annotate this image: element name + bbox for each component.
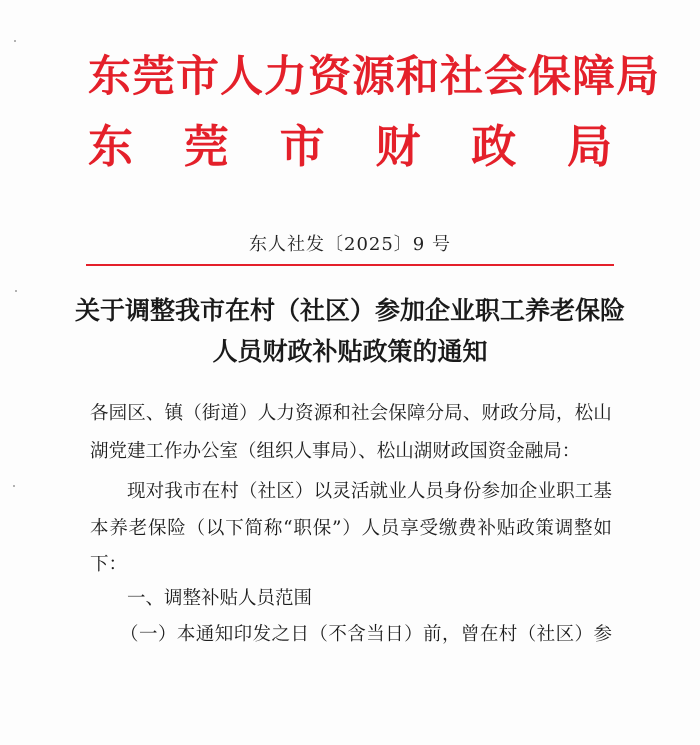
text-glyph: 障: [406, 403, 426, 424]
text-glyph: 职: [556, 481, 575, 502]
text-glyph: 街: [201, 403, 221, 424]
text-glyph: 险: [167, 518, 186, 539]
scan-mark: [14, 40, 16, 42]
text-glyph: 贴: [496, 518, 516, 539]
text-glyph: 资: [295, 403, 314, 424]
text-glyph: 印: [233, 624, 253, 645]
text-glyph: ”: [332, 518, 342, 539]
text-glyph: 以: [205, 518, 225, 539]
text-glyph: 区: [276, 481, 295, 502]
text-glyph: 村: [220, 481, 239, 502]
text-glyph: 对: [145, 481, 165, 502]
text-glyph: 力: [276, 403, 295, 424]
text-glyph: 一: [138, 624, 158, 645]
text-glyph: 如: [593, 518, 612, 539]
text-glyph: 、: [462, 403, 482, 424]
issuing-org-hr-bureau: 东莞市人力资源和社会保障局: [88, 52, 660, 102]
text-glyph: 费: [458, 518, 477, 539]
text-glyph: 现: [127, 481, 146, 502]
text-glyph: 社: [350, 403, 370, 424]
text-glyph: 以: [313, 481, 333, 502]
text-glyph: 职: [293, 518, 312, 539]
org-char: 东: [88, 120, 134, 173]
text-glyph: 知: [214, 624, 234, 645]
text-glyph: 源: [313, 403, 333, 424]
text-glyph: 员: [425, 481, 445, 502]
red-divider-line: [86, 264, 614, 266]
text-glyph: 业: [537, 481, 556, 502]
text-glyph: 基: [593, 481, 612, 502]
text-glyph: 下: [225, 518, 244, 539]
text-glyph: 在: [201, 481, 221, 502]
text-glyph: 镇: [164, 403, 184, 424]
text-glyph: 调: [554, 518, 574, 539]
text-glyph: 日: [290, 624, 309, 645]
text-glyph: 村: [498, 624, 518, 645]
document-title-line-1: 关于调整我市在村（社区）参加企业职工养老保险: [74, 296, 625, 325]
text-glyph: 财: [481, 403, 500, 424]
text-glyph: 各: [90, 403, 109, 424]
text-glyph: 我: [164, 481, 183, 502]
text-glyph: 松: [574, 403, 594, 424]
text-glyph: 身: [444, 481, 463, 502]
text-glyph: 区: [555, 624, 575, 645]
text-glyph: 员: [380, 518, 400, 539]
text-glyph: （: [517, 624, 537, 645]
text-glyph: （: [120, 624, 139, 645]
text-glyph: （: [309, 624, 328, 645]
scan-mark: [15, 290, 17, 292]
text-glyph: 局: [537, 403, 556, 424]
text-glyph: 缴: [438, 518, 458, 539]
text-glyph: （: [238, 481, 258, 502]
addressee-line-2: 湖党建工作办公室（组织人事局）、松山湖财政国资金融局：: [90, 441, 581, 462]
text-glyph: ）: [404, 624, 423, 645]
text-glyph: 社: [257, 481, 277, 502]
org-char: 莞: [183, 120, 229, 173]
text-glyph: 补: [477, 518, 496, 539]
text-glyph: 保: [388, 403, 407, 424]
text-glyph: 分: [518, 403, 538, 424]
text-glyph: 业: [388, 481, 407, 502]
text-glyph: 政: [516, 518, 535, 539]
text-glyph: 局: [444, 403, 463, 424]
document-title-line-2: 人员财政补贴政策的通知: [212, 337, 488, 366]
text-glyph: “: [283, 518, 293, 539]
intro-line-2: [90, 520, 612, 539]
text-glyph: 在: [479, 624, 499, 645]
text-glyph: 份: [462, 481, 482, 502]
text-glyph: 市: [182, 481, 202, 502]
text-glyph: 灵: [332, 481, 351, 502]
text-glyph: （: [183, 403, 202, 424]
text-glyph: 企: [518, 481, 538, 502]
text-glyph: 简: [244, 518, 264, 539]
org-char: 市: [279, 120, 325, 173]
text-glyph: 曾: [460, 624, 480, 645]
text-glyph: 加: [500, 481, 519, 502]
text-glyph: 活: [350, 481, 370, 502]
org-char: 政: [471, 120, 517, 173]
text-glyph: 养: [109, 518, 128, 539]
text-glyph: 保: [147, 518, 167, 539]
text-glyph: 策: [535, 518, 554, 539]
text-glyph: 发: [252, 624, 272, 645]
intro-line-3: 下：: [90, 554, 128, 575]
text-glyph: 保: [312, 518, 332, 539]
org-char: 财: [375, 120, 421, 173]
text-glyph: 就: [369, 481, 389, 502]
text-glyph: 日: [385, 624, 404, 645]
text-glyph: 会: [369, 403, 389, 424]
text-glyph: 不: [328, 624, 347, 645]
text-glyph: 参: [481, 481, 500, 502]
intro-line-1: [127, 483, 612, 502]
text-glyph: ，: [556, 403, 575, 424]
text-glyph: ）: [574, 624, 594, 645]
text-glyph: 享: [400, 518, 419, 539]
text-glyph: 和: [332, 403, 351, 424]
text-glyph: 园: [108, 403, 128, 424]
issuing-org-finance-bureau: [88, 120, 612, 173]
text-glyph: 政: [500, 403, 519, 424]
text-glyph: 人: [406, 481, 426, 502]
text-glyph: ）: [239, 403, 258, 424]
text-glyph: 社: [536, 624, 556, 645]
text-glyph: 老: [128, 518, 148, 539]
text-glyph: 工: [574, 481, 594, 502]
text-glyph: 参: [593, 624, 612, 645]
section-heading-1: 一、调整补贴人员范围: [127, 588, 313, 609]
text-glyph: ，: [441, 624, 461, 645]
text-glyph: 当: [366, 624, 385, 645]
document-number: 东人社发〔2025〕9 号: [249, 234, 451, 255]
text-glyph: ）: [294, 481, 314, 502]
text-glyph: 道: [220, 403, 239, 424]
text-glyph: 人: [361, 518, 381, 539]
text-glyph: 含: [347, 624, 366, 645]
text-glyph: ）: [157, 624, 177, 645]
text-glyph: ）: [342, 518, 361, 539]
text-glyph: 、: [145, 403, 165, 424]
section-1-item-1: [120, 626, 612, 645]
text-glyph: （: [186, 518, 206, 539]
org-char: 局: [566, 120, 612, 173]
text-glyph: 人: [257, 403, 277, 424]
text-glyph: 受: [419, 518, 439, 539]
text-glyph: 通: [195, 624, 215, 645]
text-glyph: 之: [271, 624, 291, 645]
text-glyph: 前: [423, 624, 442, 645]
text-glyph: 本: [90, 518, 109, 539]
text-glyph: 分: [425, 403, 445, 424]
text-glyph: 称: [263, 518, 283, 539]
scan-mark: [13, 485, 15, 487]
text-glyph: 本: [176, 624, 196, 645]
text-glyph: 山: [593, 403, 612, 424]
text-glyph: 区: [127, 403, 146, 424]
addressee-line-1: [90, 405, 612, 424]
text-glyph: 整: [574, 518, 593, 539]
